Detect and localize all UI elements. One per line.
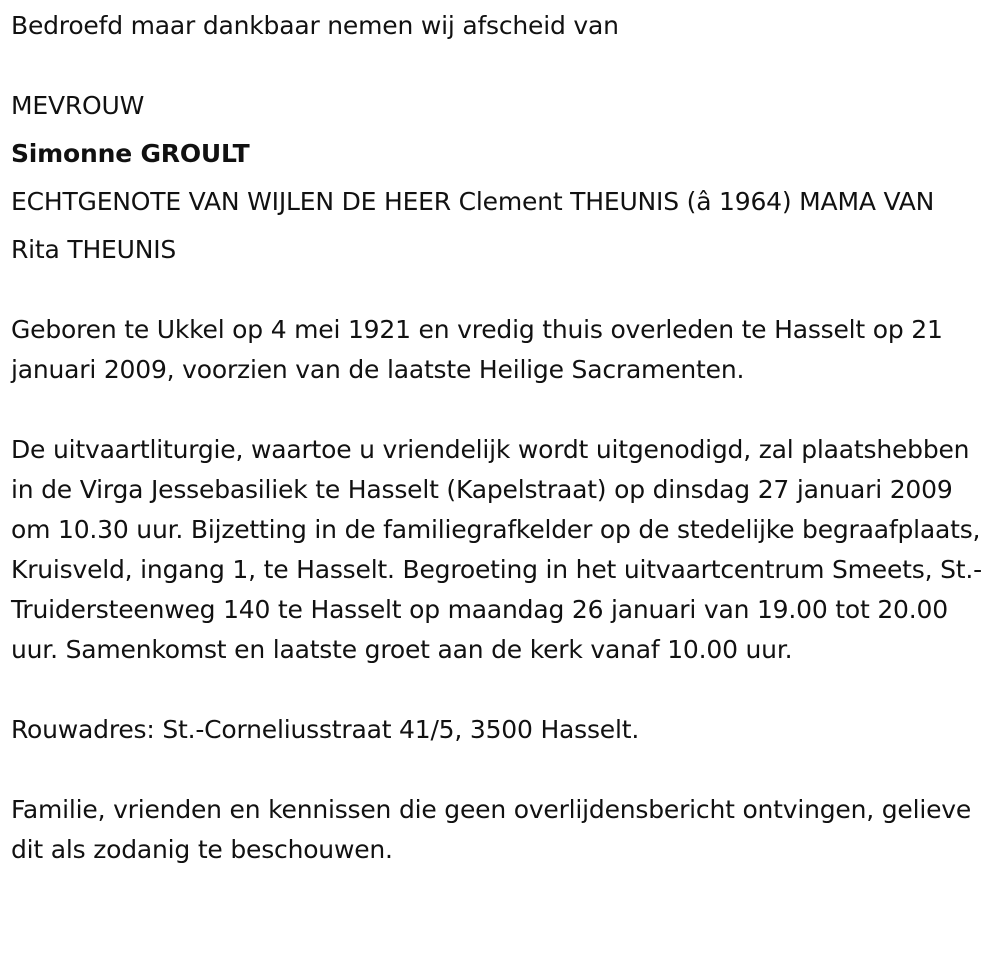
death-notice: [11, 6, 991, 870]
deceased-name: Simonne GROULT: [11, 139, 250, 168]
spacer: [11, 222, 991, 230]
closing-paragraph: Familie, vrienden en kennissen die geen overlijdensbericht ontvingen, gelieve dit als zodanig te beschouwen.: [11, 795, 972, 864]
title-text: MEVROUW: [11, 91, 145, 120]
address-paragraph: Rouwadres: St.-Corneliusstraat 41/5, 3500 Hasselt.: [11, 715, 640, 744]
spacer: [11, 126, 991, 134]
spacer: [11, 46, 991, 86]
spacer: [11, 390, 991, 430]
child-name: Rita THEUNIS: [11, 235, 177, 264]
spacer: [11, 750, 991, 790]
spacer: [11, 174, 991, 182]
birth-death-paragraph: Geboren te Ukkel op 4 mei 1921 en vredig thuis overleden te Hasselt op 21 januari 2009, voorzien van de laatste Heilige Sacramenten.: [11, 315, 943, 384]
funeral-paragraph: De uitvaartliturgie, waartoe u vriendelijk wordt uitgenodigd, zal plaatshebben in de Virga Jessebasiliek te Hasselt (Kapelstraat) op dinsdag 27 januari 2009 om 10.30 uur. Bijzetting in de familiegrafkelder op de stedelijke begraafplaats, Kruisveld, ingang 1, te Hasselt. Begroeting in het uitvaartcentrum Smeets, St.-Truidersteenweg 140 te Hasselt op maandag 26 januari van 19.00 tot 20.00 uur. Samenkomst en laatste groet aan de kerk vanaf 10.00 uur.: [11, 435, 982, 664]
spacer: [11, 670, 991, 710]
intro-text: Bedroefd maar dankbaar nemen wij afscheid van: [11, 11, 619, 40]
spouse-line: ECHTGENOTE VAN WIJLEN DE HEER Clement THEUNIS (â 1964) MAMA VAN: [11, 187, 935, 216]
spacer: [11, 270, 991, 310]
